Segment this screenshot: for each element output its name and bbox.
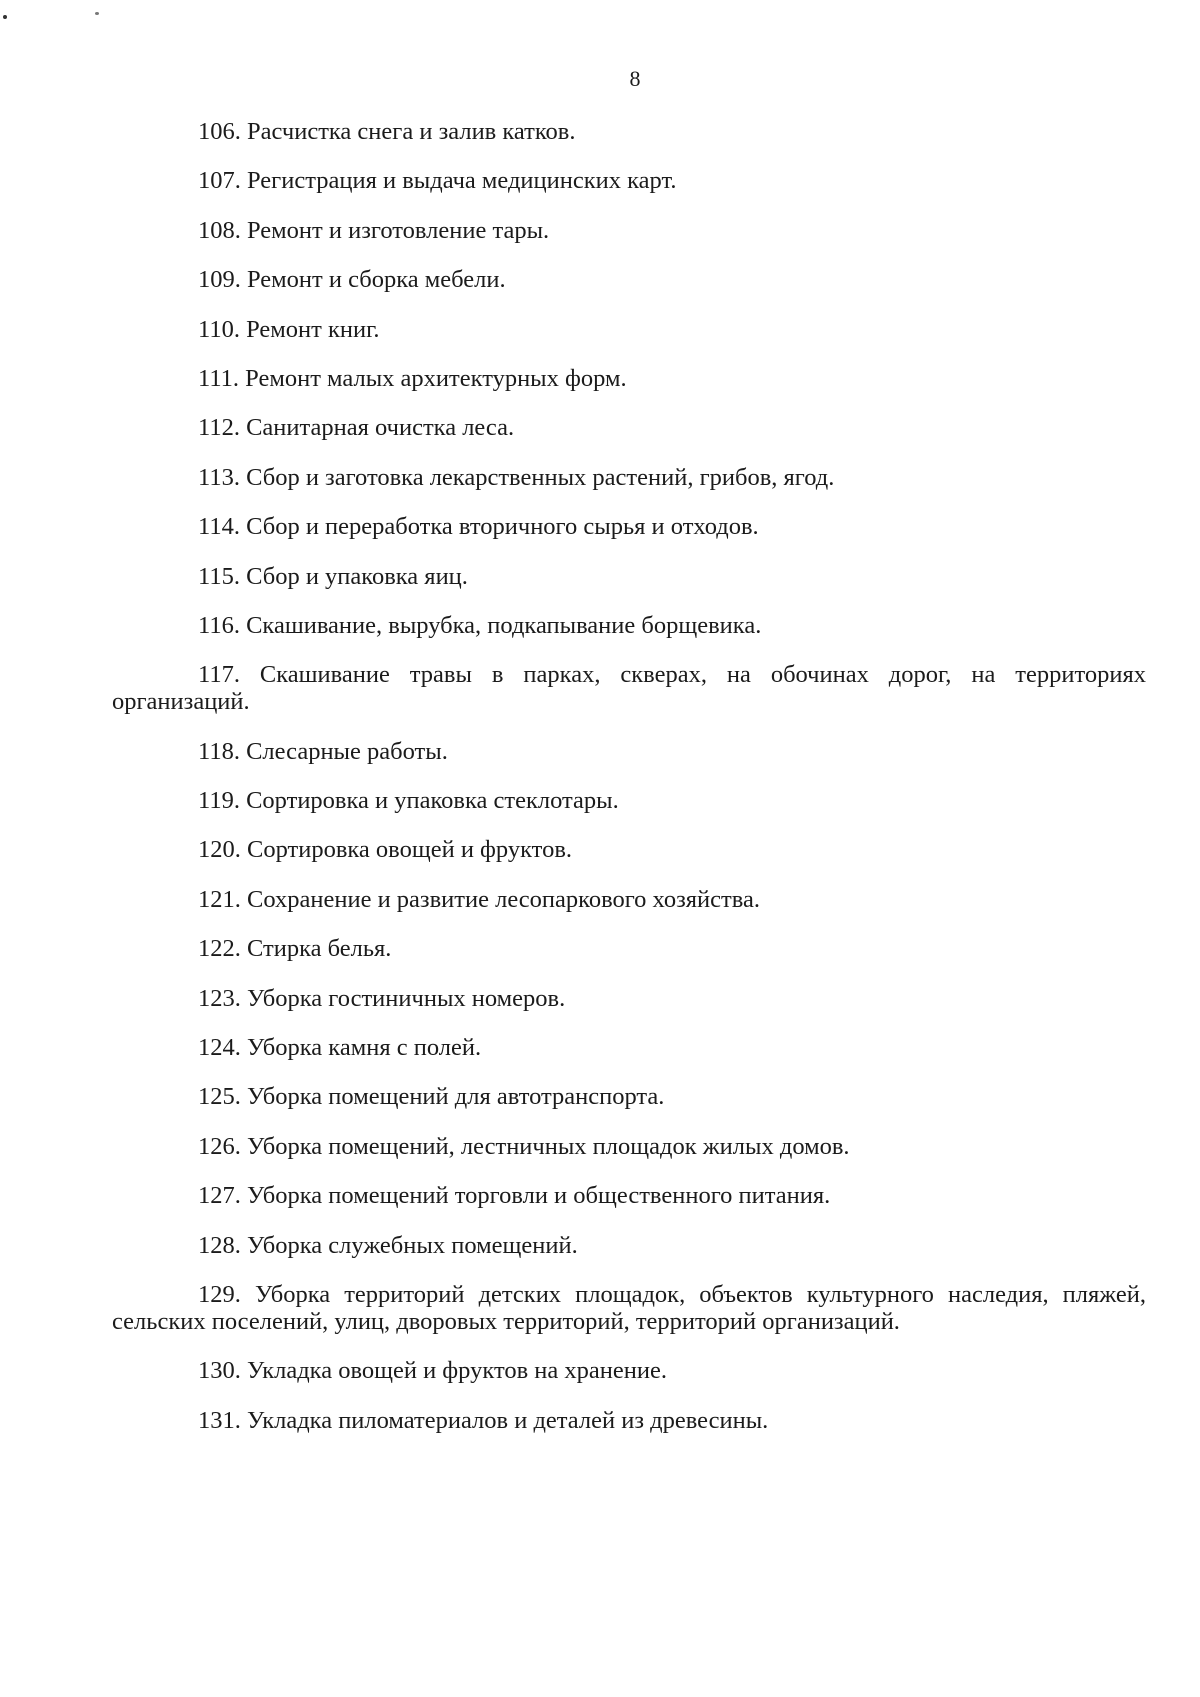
list-item: 130. Укладка овощей и фруктов на хранение. — [198, 1357, 667, 1385]
activity-list — [112, 118, 1146, 1456]
list-item: 111. Ремонт малых архитектурных форм. — [198, 364, 627, 392]
list-item: 116. Скашивание, вырубка, подкапывание борщевика. — [198, 611, 762, 639]
list-item: 120. Сортировка овощей и фруктов. — [198, 836, 573, 864]
page-number: 8 — [629, 66, 641, 91]
list-item: 118. Слесарные работы. — [198, 737, 448, 765]
list-item: 107. Регистрация и выдача медицинских карт. — [198, 167, 677, 195]
list-item: 129. Уборка территорий детских площадок, объектов культурного наследия, пляжей, сельских поселений, улиц, дворовых территорий, территорий организаций. — [112, 1280, 1146, 1335]
list-item: 121. Сохранение и развитие лесопаркового хозяйства. — [198, 885, 760, 913]
list-item: 128. Уборка служебных помещений. — [198, 1231, 578, 1259]
list-item: 113. Сбор и заготовка лекарственных растений, грибов, ягод. — [198, 463, 835, 491]
list-item: 124. Уборка камня с полей. — [198, 1034, 482, 1062]
list-item: 119. Сортировка и упаковка стеклотары. — [198, 787, 619, 815]
list-item: 109. Ремонт и сборка мебели. — [198, 266, 506, 294]
list-item: 126. Уборка помещений, лестничных площадок жилых домов. — [198, 1132, 850, 1160]
list-item: 114. Сбор и переработка вторичного сырья и отходов. — [198, 513, 759, 541]
list-item: 127. Уборка помещений торговли и общественного питания. — [198, 1182, 831, 1210]
scan-speck — [3, 15, 7, 19]
list-item: 131. Укладка пиломатериалов и деталей из древесины. — [198, 1406, 769, 1434]
list-item: 122. Стирка белья. — [198, 935, 392, 963]
list-item: 108. Ремонт и изготовление тары. — [198, 216, 550, 244]
scan-speck — [95, 12, 99, 15]
list-item: 125. Уборка помещений для автотранспорта. — [198, 1083, 665, 1111]
list-item: 110. Ремонт книг. — [198, 315, 380, 343]
list-item: 123. Уборка гостиничных номеров. — [198, 984, 566, 1012]
list-item: 112. Санитарная очистка леса. — [198, 414, 515, 442]
list-item: 117. Скашивание травы в парках, скверах, на обочинах дорог, на территориях организаций. — [112, 661, 1146, 716]
list-item: 106. Расчистка снега и залив катков. — [198, 118, 576, 145]
list-item: 115. Сбор и упаковка яиц. — [198, 562, 468, 590]
